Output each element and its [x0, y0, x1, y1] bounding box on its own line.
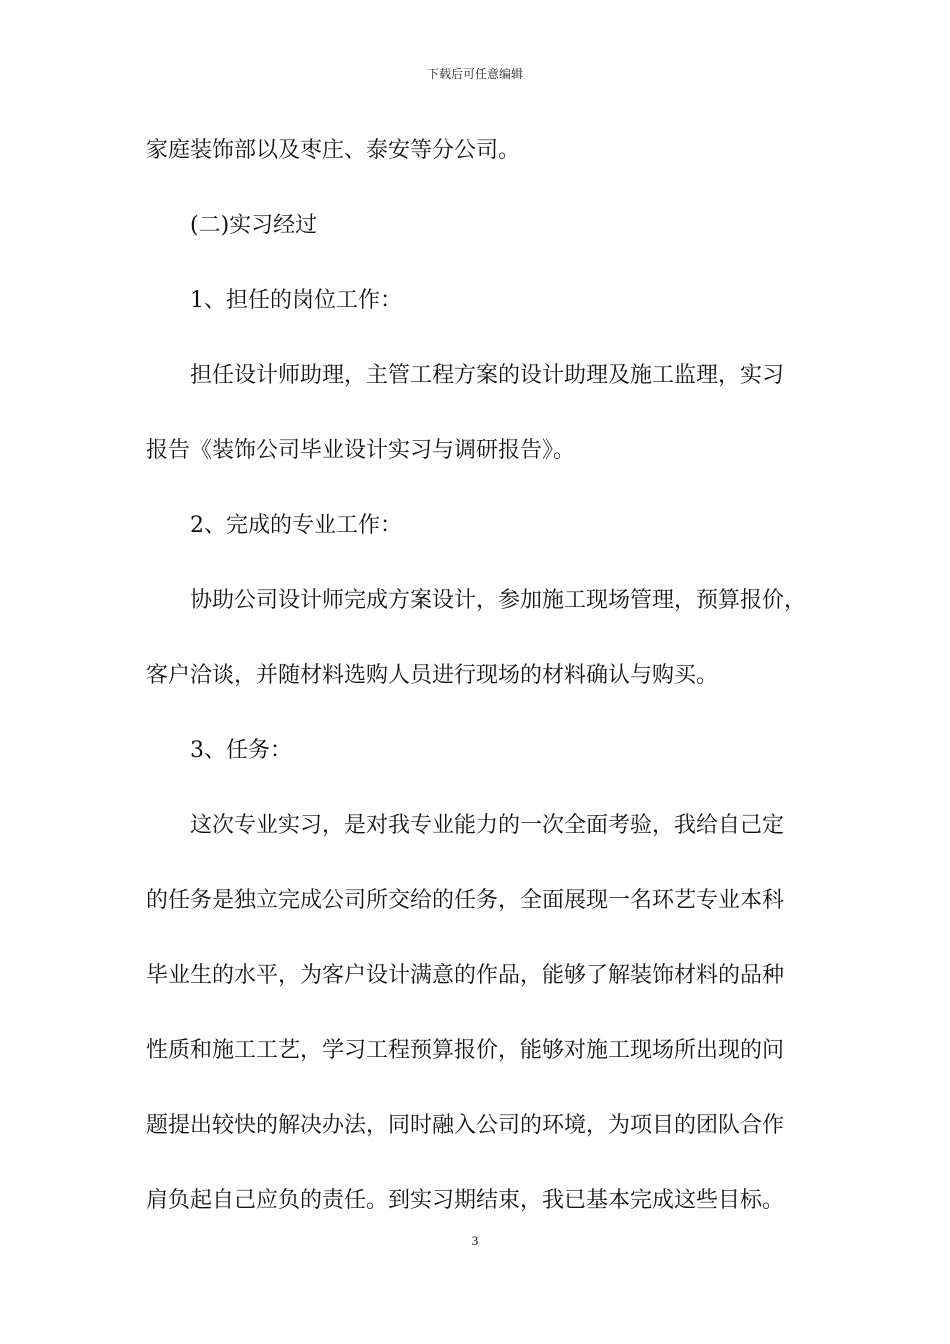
body-line-5: 报告《装饰公司毕业设计实习与调研报告》。: [146, 438, 576, 463]
item-heading-3: 3、任务：: [190, 738, 292, 763]
item-heading-2: 2、完成的专业工作：: [190, 513, 402, 538]
body-line-1: 家庭装饰部以及枣庄、泰安等分公司。: [146, 138, 521, 163]
body-line-4: 担任设计师助理，主管工程方案的设计助理及施工监理，实习: [190, 363, 785, 388]
item-heading-1: 1、担任的岗位工作：: [190, 288, 402, 313]
body-line-15: 肩负起自己应负的责任。到实习期结束，我已基本完成这些目标。: [146, 1188, 785, 1213]
body-line-13: 性质和施工工艺，学习工程预算报价，能够对施工现场所出现的问: [146, 1038, 785, 1063]
body-line-7: 协助公司设计师完成方案设计，参加施工现场管理，预算报价，: [190, 588, 807, 613]
body-line-14: 题提出较快的解决办法，同时融入公司的环境，为项目的团队合作: [146, 1113, 785, 1138]
body-line-10: 这次专业实习，是对我专业能力的一次全面考验，我给自己定: [190, 813, 785, 838]
page-number: 3: [471, 1233, 479, 1248]
section-heading: (二)实习经过: [190, 213, 318, 238]
page-header: 下载后可任意编辑: [426, 67, 523, 81]
body-line-11: 的任务是独立完成公司所交给的任务，全面展现一名环艺专业本科: [146, 888, 785, 913]
body-line-8: 客户洽谈，并随材料选购人员进行现场的材料确认与购买。: [146, 663, 719, 688]
body-line-12: 毕业生的水平，为客户设计满意的作品，能够了解装饰材料的品种: [146, 963, 785, 988]
